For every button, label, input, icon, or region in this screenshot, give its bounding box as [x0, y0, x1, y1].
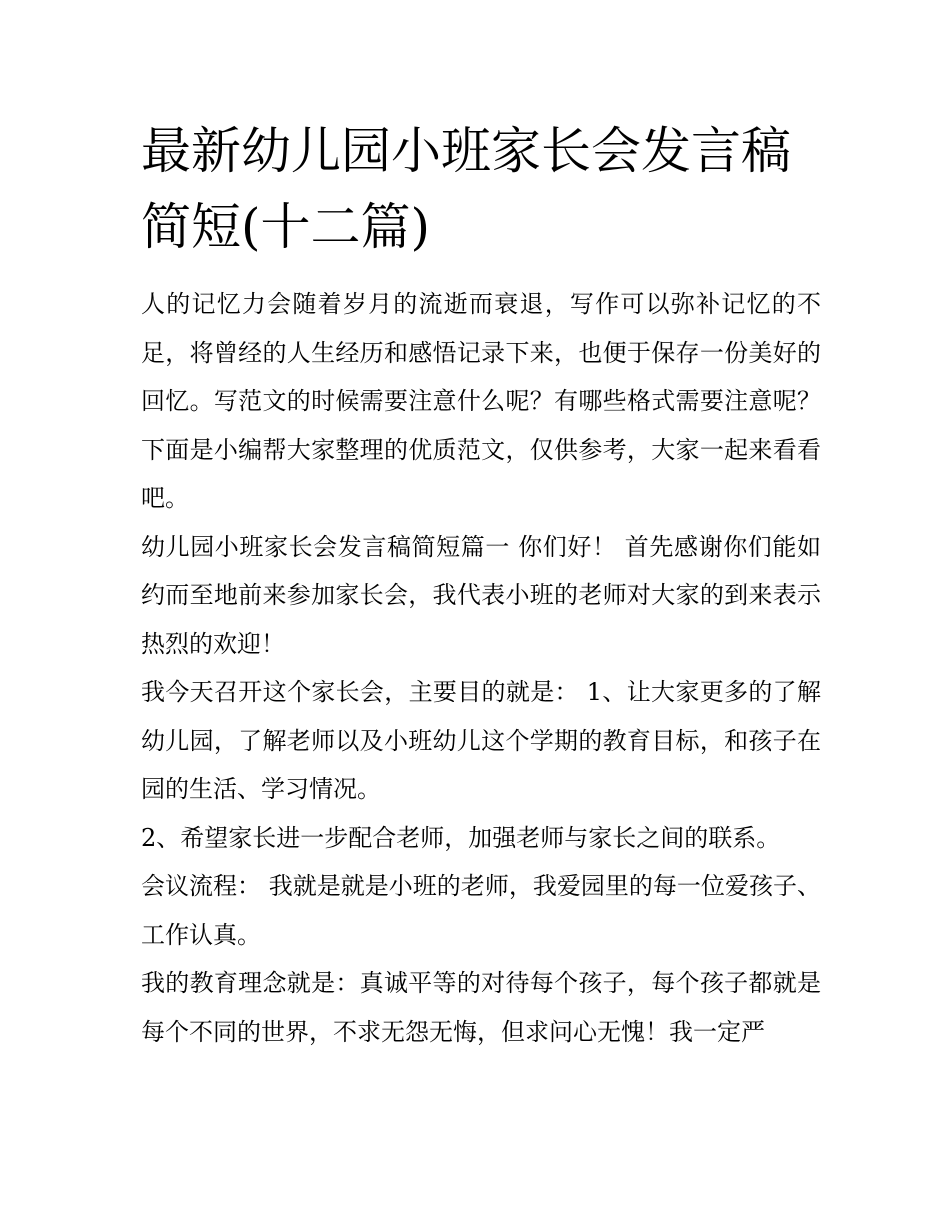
education-philosophy-paragraph: 我的教育理念就是：真诚平等的对待每个孩子，每个孩子都就是每个不同的世界，不求无怨无悔，但求问心无愧！我一定严: [141, 969, 821, 1046]
meeting-process-paragraph: 会议流程： 我就是就是小班的老师，我爱园里的每一位爱孩子、工作认真。: [141, 872, 821, 949]
document-body: [141, 280, 821, 1056]
purpose-paragraph: 我今天召开这个家长会，主要目的就是： 1、让大家更多的了解幼儿园，了解老师以及小班幼儿这个学期的教育目标，和孩子在园的生活、学习情况。: [141, 678, 821, 803]
title-line-2: 简短(十二篇): [141, 198, 431, 256]
title-line-1: 最新幼儿园小班家长会发言稿: [141, 122, 791, 180]
greeting-paragraph: 幼儿园小班家长会发言稿简短篇一 你们好！ 首先感谢你们能如约而至地前来参加家长会，我代表小班的老师对大家的到来表示热烈的欢迎！: [141, 532, 821, 658]
document-title: [141, 113, 821, 265]
intro-paragraph: 人的记忆力会随着岁月的流逝而衰退，写作可以弥补记忆的不足，将曾经的人生经历和感悟记录下来，也便于保存一份美好的回忆。写范文的时候需要注意什么呢？有哪些格式需要注意呢？下面是小编帮大家整理的优质范文，仅供参考，大家一起来看看吧。: [141, 290, 821, 512]
purpose-point-2-paragraph: 2、希望家长进一步配合老师，加强老师与家长之间的联系。: [141, 823, 781, 852]
